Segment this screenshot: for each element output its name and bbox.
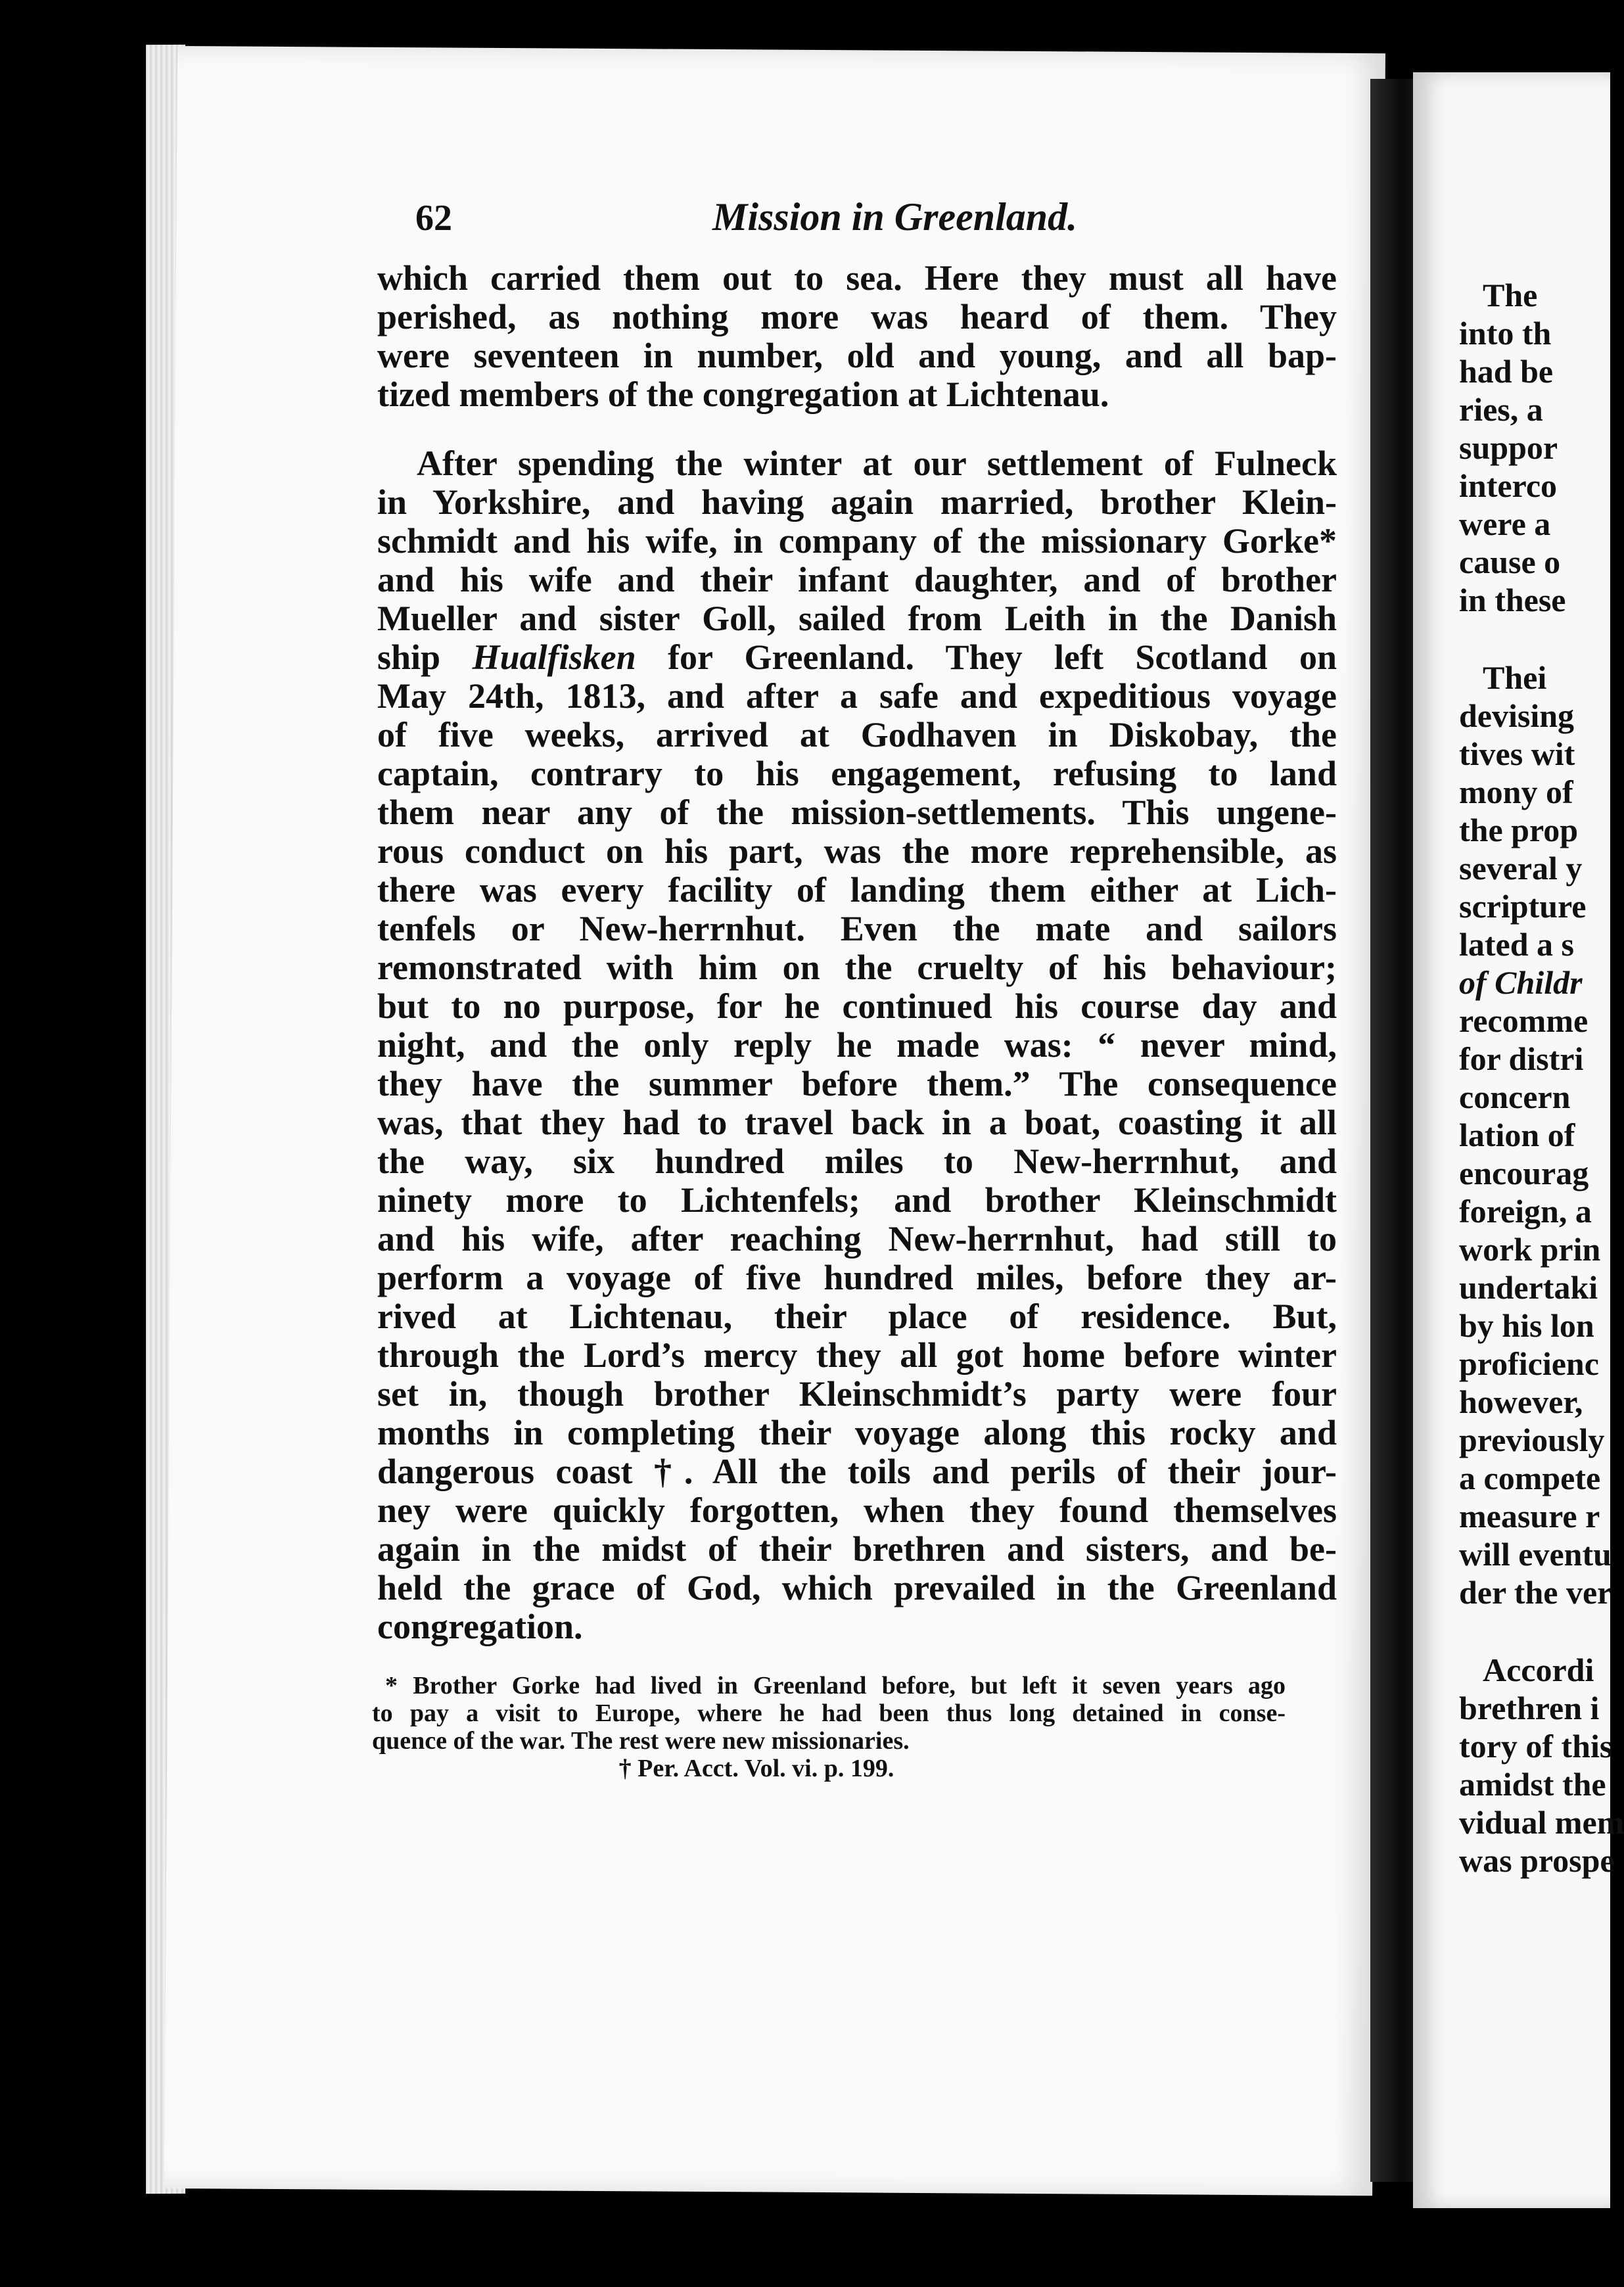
text-line: scripture [1459,888,1587,925]
footnote-line: to pay a visit to Europe, where he had been thus long detained in conse- [372,1699,1286,1727]
text-line: months in completing their voyage along this rocky and [377,1413,1337,1452]
text-line: recomme [1459,1002,1589,1039]
text-line: and his wife, after reaching New-herrnhut, had still to [377,1219,1337,1259]
right-page-block [1459,276,1617,619]
text-line: Thei [1483,659,1547,696]
right-page-block [1459,1651,1624,1880]
text-line: were a [1459,505,1551,542]
text-line: there was every facility of landing them either at Lich- [377,870,1337,910]
text-line: captain, contrary to his engagement, refusing to land [377,754,1337,793]
text-line: again in the midst of their brethren and sisters, and be- [377,1529,1337,1569]
page-header [415,191,1335,250]
text-line: rived at Lichtenau, their place of residence. But, [377,1297,1337,1336]
text-line: measure r [1459,1498,1600,1535]
text-line: they have the summer before them.” The consequence [377,1064,1337,1103]
text-line: in these [1459,582,1566,618]
text-line: rous conduct on his part, was the more reprehensible, as [377,831,1337,871]
text-line: Accordi [1483,1652,1594,1688]
paragraph [377,444,1337,1646]
ship-name: Hualfisken [472,637,636,677]
text-line: encourag [1459,1155,1589,1191]
text-line: set in, though brother Kleinschmidt’s party were four [377,1374,1337,1414]
text-line [377,638,1337,677]
text-line: After spending the winter at our settlement of Fulneck [417,444,1337,483]
paragraph [377,259,1337,414]
text-line: der the ver [1459,1574,1612,1611]
text-line: several y [1459,850,1583,887]
text-fragment: for Greenland. They left Scotland on [636,637,1337,677]
text-line: devising [1459,697,1575,734]
text-line: cause o [1459,543,1561,580]
running-title: Mission in Greenland. [712,195,1078,239]
text-line: perform a voyage of five hundred miles, before they ar- [377,1258,1337,1297]
text-line: and his wife and their infant daughter, and of brother [377,560,1337,599]
text-line: congregation. [377,1607,583,1646]
text-line: May 24th, 1813, and after a safe and expeditious voyage [377,676,1337,716]
text-line: had be [1459,353,1554,390]
text-line: ninety more to Lichtenfels; and brother Kleinschmidt [377,1180,1337,1220]
text-line: concern [1459,1078,1571,1115]
text-line: The [1483,277,1538,313]
text-line: into th [1459,315,1552,352]
text-line: which carried them out to sea. Here they must all have [377,258,1337,298]
left-page-body [377,259,1337,1646]
text-line: remonstrated with him on the cruelty of his behaviour; [377,948,1337,987]
text-line: held the grace of God, which prevailed in the Greenland [377,1568,1337,1607]
text-line: vidual mem [1459,1804,1624,1841]
right-page-block [1459,658,1617,1611]
text-line: by his lon [1459,1307,1594,1344]
text-line: the way, six hundred miles to New-herrnhut, and [377,1142,1337,1181]
text-line: perished, as nothing more was heard of them. They [377,297,1337,336]
text-line: in Yorkshire, and having again married, brother Klein- [377,482,1337,522]
text-fragment: ship [377,637,473,677]
footnote-reference: † Per. Acct. Vol. vi. p. 199. [618,1755,894,1782]
text-line: of five weeks, arrived at Godhaven in Diskobay, the [377,715,1337,754]
page-number: 62 [415,198,452,239]
text-line: tives wit [1459,735,1575,772]
text-line: brethren i [1459,1690,1600,1726]
text-line: foreign, a [1459,1193,1592,1230]
text-line: will eventu [1459,1536,1612,1573]
text-line: tenfels or New-herrnhut. Even the mate and sailors [377,909,1337,948]
text-line: was prospe [1459,1842,1615,1879]
text-line: previously [1459,1421,1605,1458]
text-line: undertaki [1459,1269,1598,1306]
footnotes [372,1672,1286,1784]
text-line: ney were quickly forgotten, when they found themselves [377,1490,1337,1530]
text-line: a compete [1459,1460,1601,1496]
footnote-line: quence of the war. The rest were new missionaries. [372,1727,910,1755]
right-page-text [1459,276,1624,1880]
text-line: interco [1459,467,1558,504]
text-line: night, and the only reply he made was: “ never mind, [377,1025,1337,1065]
text-line: them near any of the mission-settlements. This ungene- [377,793,1337,832]
text-line: proficienc [1459,1345,1599,1382]
text-line: were seventeen in number, old and young, and all bap- [377,336,1337,375]
text-line: lation of [1459,1117,1575,1153]
text-line: was, that they had to travel back in a boat, coasting it all [377,1103,1337,1142]
text-line: amidst the [1459,1766,1606,1803]
text-line: however, [1459,1383,1583,1420]
text-line: dangerous coast †. All the toils and perils of their jour- [377,1452,1337,1491]
text-line: tized members of the congregation at Lichtenau. [377,375,1109,414]
text-line: lated a s [1459,926,1574,963]
text-line: the prop [1459,812,1579,848]
text-line: but to no purpose, for he continued his course day and [377,986,1337,1026]
text-line: tory of this [1459,1728,1613,1765]
text-line: ries, a [1459,391,1543,428]
footnote-line: * Brother Gorke had lived in Greenland before, but left it seven years ago [385,1672,1286,1699]
text-line: schmidt and his wife, in company of the missionary Gorke* [377,521,1337,561]
text-line: for distri [1459,1040,1584,1077]
text-line: mony of [1459,774,1573,810]
text-line: work prin [1459,1231,1601,1268]
text-line: Mueller and sister Goll, sailed from Leith in the Danish [377,599,1337,638]
text-line: suppor [1459,429,1558,466]
text-line: of Childr [1459,964,1583,1001]
text-line: through the Lord’s mercy they all got home before winter [377,1335,1337,1375]
